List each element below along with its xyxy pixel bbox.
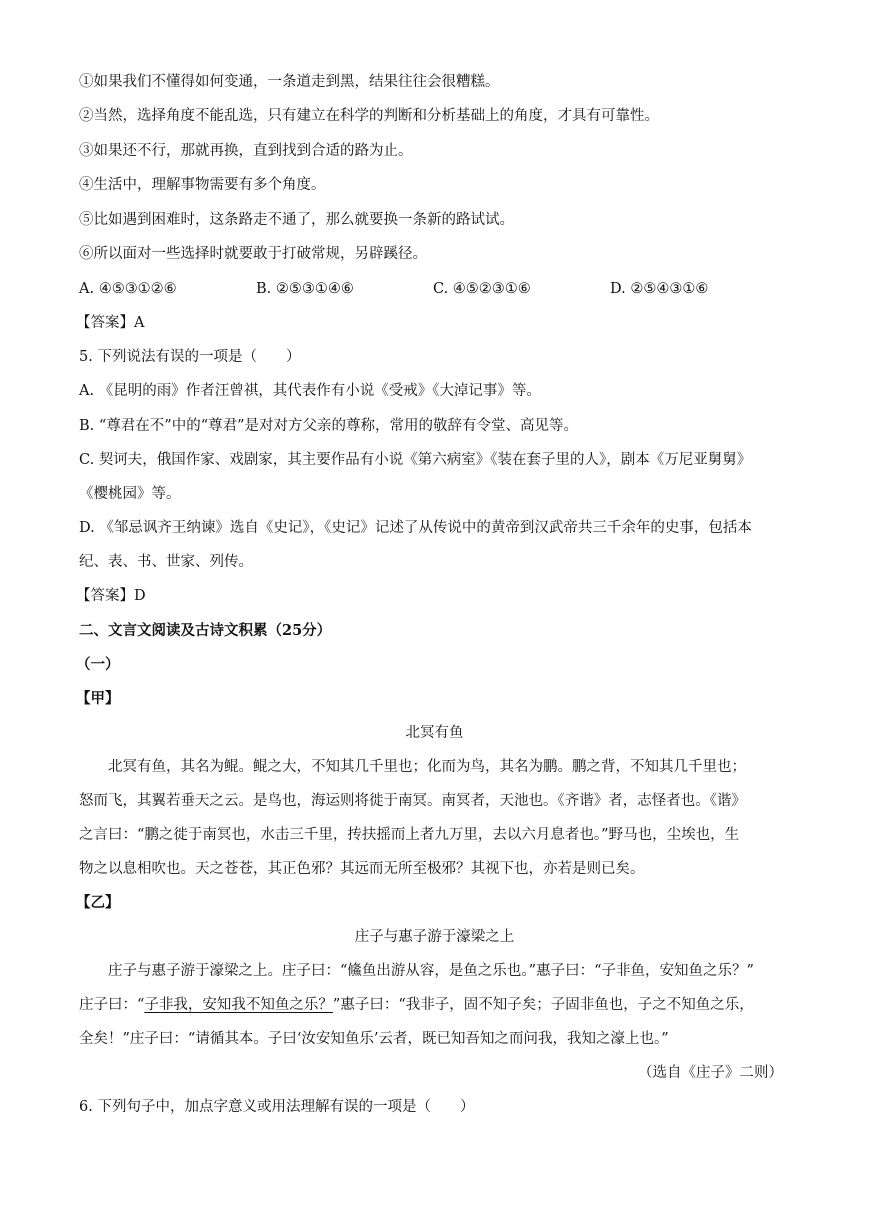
passage-source: （选自《庄子》二则） [638, 1065, 783, 1081]
subsection-label: （一） [76, 656, 120, 673]
passage-yi-line [79, 995, 754, 1015]
q5-answer: 【答案】D [76, 588, 146, 604]
q5-option-d-line1: D. 《邹忌讽齐王纳谏》选自《史记》，《史记》记述了从传说中的黄帝到汉武帝共三千余年的史事，包括本 [79, 520, 752, 536]
q5-option-d-line2: 纪、表、书、世家、列传。 [79, 554, 253, 570]
q4-option-c: C. ④⑤②③①⑥ [433, 281, 531, 297]
sentence-6: ⑥所以面对一些选择时就要敢于打破常规，另辟蹊径。 [79, 246, 427, 262]
q5-option-c-line2: 《樱桃园》等。 [79, 486, 181, 502]
q6-stem: 6. 下列句子中，加点字意义或用法理解有误的一项是（ ） [79, 1099, 475, 1115]
passage-jia-title: 北冥有鱼 [405, 725, 464, 741]
section-title: 二、文言文阅读及古诗文积累（25分） [79, 622, 332, 639]
q5-option-c-line1: C. 契诃夫，俄国作家、戏剧家，其主要作品有小说《第六病室》《装在套子里的人》，剧本《万尼亚舅舅》 [79, 452, 752, 468]
passage-jia-line: 物之以息相吹也。天之苍苍，其正色邪？其远而无所至极邪？其视下也，亦若是则已矣。 [79, 861, 645, 877]
passage-yi-line: 全矣！”庄子曰：“请循其本。子曰‘汝安知鱼乐’云者，既已知吾知之而问我，我知之濠上也。” [79, 1031, 669, 1047]
passage-yi-line-post: ”惠子曰：“我非子，固不知子矣；子固非鱼也，子之不知鱼之乐， [332, 997, 754, 1013]
q5-option-b: B. “尊君在不”中的“尊君”是对对方父亲的尊称，常用的敬辞有令堂、高见等。 [79, 418, 579, 434]
passage-jia-line: 北冥有鱼，其名为鲲。鲲之大，不知其几千里也；化而为鸟，其名为鹏。鹏之背，不知其几千里也； [108, 759, 746, 775]
q4-option-d: D. ②⑤④③①⑥ [610, 281, 709, 297]
passage-jia-label: 【甲】 [76, 690, 120, 707]
passage-jia-line: 之言曰：“鹏之徙于南冥也，水击三千里，抟扶摇而上者九万里，去以六月息者也。”野马也，尘埃也，生 [79, 827, 740, 843]
q4-answer: 【答案】A [76, 315, 145, 331]
sentence-1: ①如果我们不懂得如何变通，一条道走到黑，结果往往会很糟糕。 [79, 74, 500, 90]
passage-yi-line: 庄子与惠子游于濠梁之上。庄子曰：“鯈鱼出游从容，是鱼之乐也。”惠子曰：“子非鱼，安知鱼之乐？” [108, 963, 754, 979]
q4-option-b: B. ②⑤③①④⑥ [256, 281, 354, 297]
underlined-sentence: 子非我，安知我不知鱼之乐？ [144, 997, 333, 1013]
passage-yi-title: 庄子与惠子游于濠梁之上 [354, 929, 515, 945]
q5-stem: 5. 下列说法有误的一项是（ ） [79, 349, 301, 365]
sentence-2: ②当然，选择角度不能乱选，只有建立在科学的判断和分析基础上的角度，才具有可靠性。 [79, 108, 659, 124]
sentence-3: ③如果还不行，那就再换，直到找到合适的路为止。 [79, 143, 413, 159]
q5-option-a: A. 《昆明的雨》作者汪曾祺，其代表作有小说《受戒》《大淖记事》等。 [79, 383, 541, 399]
sentence-4: ④生活中，理解事物需要有多个角度。 [79, 177, 326, 193]
passage-yi-line-pre: 庄子曰：“ [79, 997, 145, 1013]
sentence-5: ⑤比如遇到困难时，这条路走不通了，那么就要换一条新的路试试。 [79, 212, 514, 228]
passage-yi-label: 【乙】 [76, 894, 120, 911]
passage-jia-line: 怒而飞，其翼若垂天之云。是鸟也，海运则将徙于南冥。南冥者，天池也。《齐谐》者，志怪者也。《谐》 [79, 793, 746, 809]
q4-option-a: A. ④⑤③①②⑥ [79, 281, 177, 297]
